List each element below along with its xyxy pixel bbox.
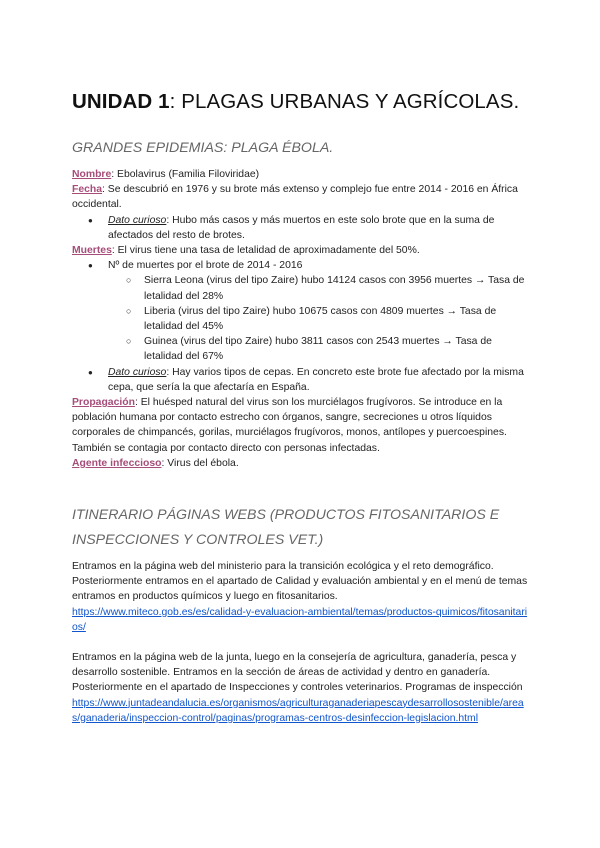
document-page [72, 90, 528, 726]
muertes-bullet: ● Nº de muertes por el brote de 2014 - 2016 [72, 258, 528, 273]
section-heading-ebola: GRANDES EPIDEMIAS: PLAGA ÉBOLA. [72, 140, 334, 156]
fecha-label: Fecha [72, 184, 103, 196]
country-item-sierra-leona: ○ Sierra Leona (virus del tipo Zaire) hubo 14124 casos con 3956 muertes → Tasa de letalidad del 28% [72, 273, 528, 303]
agente-label: Agente infeccioso [72, 457, 162, 469]
muertes-bullets-2 [72, 365, 528, 395]
junta-link[interactable]: https://www.juntadeandalucia.es/organismos/agriculturaganaderiapescaydesarrollosostenible/areas/ganaderia/inspeccion-control/paginas/programas-centros-desinfeccion-legislacion.html [72, 697, 524, 724]
section-heading-itinerario: ITINERARIO PÁGINAS WEBS (PRODUCTOS FITOSANITARIOS E INSPECCIONES Y CONTROLES VET.) [72, 507, 500, 549]
itinerario-section-body [72, 559, 528, 726]
unit-title-bold: UNIDAD 1 [72, 90, 170, 113]
agente-line [72, 456, 528, 471]
country-item-liberia: ○ Liberia (virus del tipo Zaire) hubo 10675 casos con 4809 muertes → Tasa de letalidad del 45% [72, 304, 528, 334]
fecha-bullets [72, 213, 528, 243]
propagacion-paragraph [72, 395, 528, 456]
fecha-line [72, 182, 528, 212]
dato-curioso-1-text: : Hubo más casos y más muertos en este solo brote que en la suma de afectados del resto de brotes. [108, 214, 495, 241]
propagacion-text: : El huésped natural del virus son los murciélagos frugívoros. Se introduce en la población humana por contacto estrecho con órganos, sangre, secreciones u otros líquidos corporales de chimpancés, gorilas, murciélagos frugívoros, monos, antílopes y puercoespines. También se contagia por contacto directo con personas infectadas. [72, 397, 507, 454]
country-list [72, 273, 528, 364]
miteco-link[interactable]: https://www.miteco.gob.es/es/calidad-y-evaluacion-ambiental/temas/productos-quimicos/fitosanitarios/ [72, 606, 528, 633]
dato-curioso-2 [72, 365, 528, 395]
nombre-text: : Ebolavirus (Familia Filoviridae) [111, 169, 260, 180]
dato-curioso-2-text: : Hay varios tipos de cepas. En concreto este brote fue afectado por la misma cepa, que sería la que afectaría en España. [108, 366, 524, 393]
country-item-guinea: ○ Guinea (virus del tipo Zaire) hubo 3811 casos con 2543 muertes → Tasa de letalidad del 67% [72, 334, 528, 364]
propagacion-label: Propagación [72, 397, 135, 409]
dato-curioso-1-label: Dato curioso [108, 214, 167, 226]
fecha-text: : Se descubrió en 1976 y su brote más extenso y complejo fue entre 2014 - 2016 en África occidental. [72, 184, 518, 211]
nombre-line [72, 167, 528, 182]
dato-curioso-1 [72, 213, 528, 243]
ebola-section-body [72, 167, 528, 471]
dato-curioso-2-label: Dato curioso [108, 366, 167, 378]
muertes-line [72, 243, 528, 258]
muertes-label: Muertes [72, 245, 112, 257]
muertes-text: : El virus tiene una tasa de letalidad de aproximadamente del 50%. [111, 245, 420, 257]
agente-text: : Virus del ébola. [161, 457, 239, 469]
unit-title-rest: : PLAGAS URBANAS Y AGRÍCOLAS. [169, 90, 520, 113]
nombre-label: Nombre [72, 169, 112, 180]
itinerario-paragraph-2: Entramos en la página web de la junta, luego en la consejería de agricultura, ganadería, pesca y desarrollo sostenible. Entramos en la sección de áreas de actividad y dentro en ganadería. Posteriormente en el apartado de Inspecciones y controles veterinarios. Programas de inspección [72, 652, 523, 694]
paragraph-spacer [72, 635, 528, 650]
itinerario-paragraph-1: Entramos en la página web del ministerio para la transición ecológica y el reto demográfico. Posteriormente entramos en el apartado de Calidad y evaluación ambiental y en el menú de temas entramos en productos químicos y luego en fitosanitarios. [72, 561, 528, 603]
unit-title [72, 90, 528, 114]
muertes-bullets [72, 258, 528, 273]
